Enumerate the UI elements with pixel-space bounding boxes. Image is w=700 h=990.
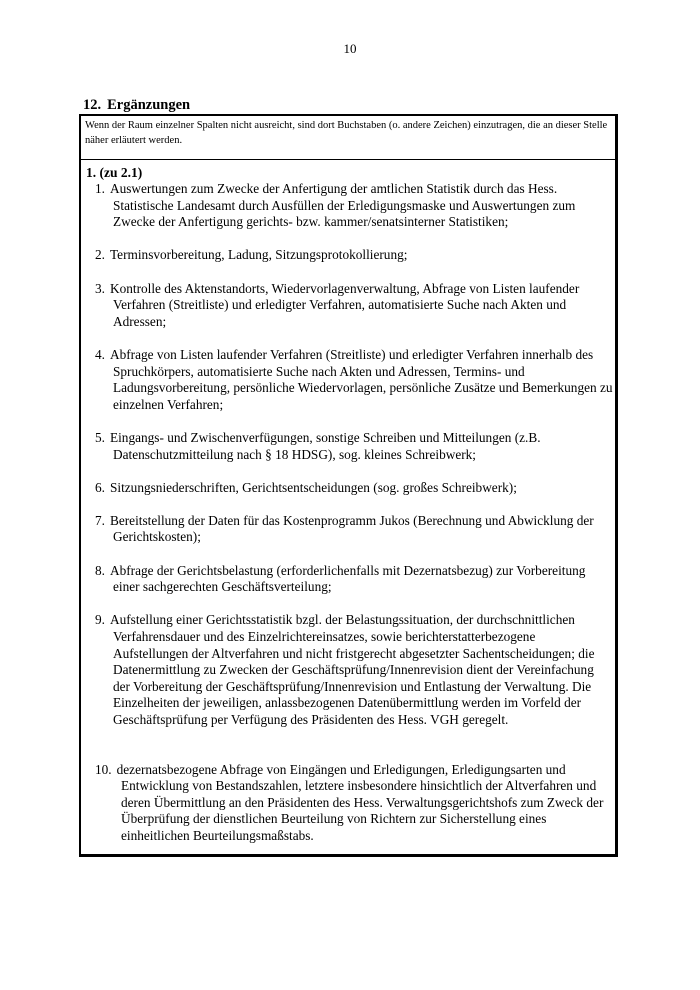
item-text: Aufstellung einer Gerichtsstatistik bzgl. der Belastungssituation, der durchschnittlichen Verfahrensdauer und des Einzelrichtereinsatzes, sowie berichterstatterbezogene Aufstellungen der Altverfahren und nicht fristgerecht abgesetzter Sachentscheidungen; die Datenermittlung zu Zwecken der Geschäftsprüfung/Innenrevision dient der Vereinfachung der Vorbereitung der Geschäftsprüfung/Innenrevision und Entlastung der Verwaltung. Die Einzelheiten der jeweiligen, anlassbezogenen Datenübermittlung werden im Vorfeld der Geschäftsprüfung per Verfügung des Präsidenten des Hess. VGH geregelt.: [109, 612, 595, 727]
item-text: Terminsvorbereitung, Ladung, Sitzungsprotokollierung;: [109, 247, 408, 263]
content-heading: 1. (zu 2.1): [86, 165, 143, 180]
list-item: [86, 247, 613, 264]
item-text: Abfrage der Gerichtsbelastung (erforderlichenfalls mit Dezernatsbezug) zur Vorbereitung einer sachgerechten Geschäftsverteilung;: [109, 562, 586, 595]
item-number: 3.: [95, 280, 105, 296]
supplements-content: [81, 165, 615, 861]
list-item: [86, 181, 613, 231]
section-note: Wenn der Raum einzelner Spalten nicht ausreicht, sind dort Buchstaben (o. andere Zeichen) einzutragen, die an dieser Stelle näher erläutert werden.: [81, 116, 615, 160]
list-item: [86, 347, 613, 413]
item-text: Abfrage von Listen laufender Verfahren (Streitliste) und erledigter Verfahren innerhalb des Spruchkörpers, automatisierte Suche nach Akten und Adressen, Termins- und Ladungsvorbereitung, persönliche Wiedervorlagen, persönliche Zusätze und Bemerkungen zu einzelnen Verfahren;: [109, 346, 613, 412]
item-number: 4.: [95, 346, 105, 362]
item-text: Auswertungen zum Zwecke der Anfertigung der amtlichen Statistik durch das Hess. Statistische Landesamt durch Ausfüllen der Erledigungsmaske und Auswertungen zum Zwecke der Anfertigung gerichts- bzw. kammer/senatsinterner Statistiken;: [109, 181, 576, 230]
list-item: [86, 563, 613, 596]
purpose-list: [86, 181, 613, 845]
item-number: 1.: [95, 181, 105, 196]
section-heading: [83, 97, 190, 114]
section-number: 12.: [83, 97, 102, 113]
item-text: Bereitstellung der Daten für das Kostenprogramm Jukos (Berechnung und Abwicklung der Gerichtskosten);: [109, 512, 594, 545]
list-item: [86, 762, 613, 845]
list-item: [86, 612, 613, 728]
item-text: Kontrolle des Aktenstandorts, Wiedervorlagenverwaltung, Abfrage von Listen laufender Verfahren (Streitliste) und erledigter Verfahren, automatisierte Suche nach Akten und Adressen;: [109, 280, 580, 329]
list-item: [86, 513, 613, 546]
list-item: [86, 281, 613, 331]
item-number: 6.: [95, 479, 105, 495]
list-item: [86, 480, 613, 497]
supplements-frame: [79, 114, 618, 857]
item-number: 7.: [95, 512, 105, 528]
item-text: Sitzungsniederschriften, Gerichtsentscheidungen (sog. großes Schreibwerk);: [109, 479, 517, 495]
item-number: 10.: [95, 761, 112, 777]
item-number: 8.: [95, 562, 105, 578]
page-number: 10: [343, 41, 357, 56]
list-item: [86, 430, 613, 463]
item-number: 2.: [95, 247, 105, 263]
item-text: Eingangs- und Zwischenverfügungen, sonstige Schreiben und Mitteilungen (z.B. Datenschutzmitteilung nach § 18 HDSG), sog. kleines Schreibwerk;: [109, 429, 541, 462]
item-number: 9.: [95, 612, 105, 628]
section-title: Ergänzungen: [107, 97, 191, 113]
item-text: dezernatsbezogene Abfrage von Eingängen und Erledigungen, Erledigungsarten und Entwicklung von Bestandszahlen, letztere insbesondere hinsichtlich der Altverfahren und deren Übermittlung an den Präsidenten des Hess. Verwaltungsgerichtshofs zum Zweck der Überprüfung der dienstlichen Beurteilung von Richtern zur Sicherstellung eines einheitlichen Beurteilungsmaßstabs.: [116, 761, 604, 843]
item-number: 5.: [95, 429, 105, 445]
